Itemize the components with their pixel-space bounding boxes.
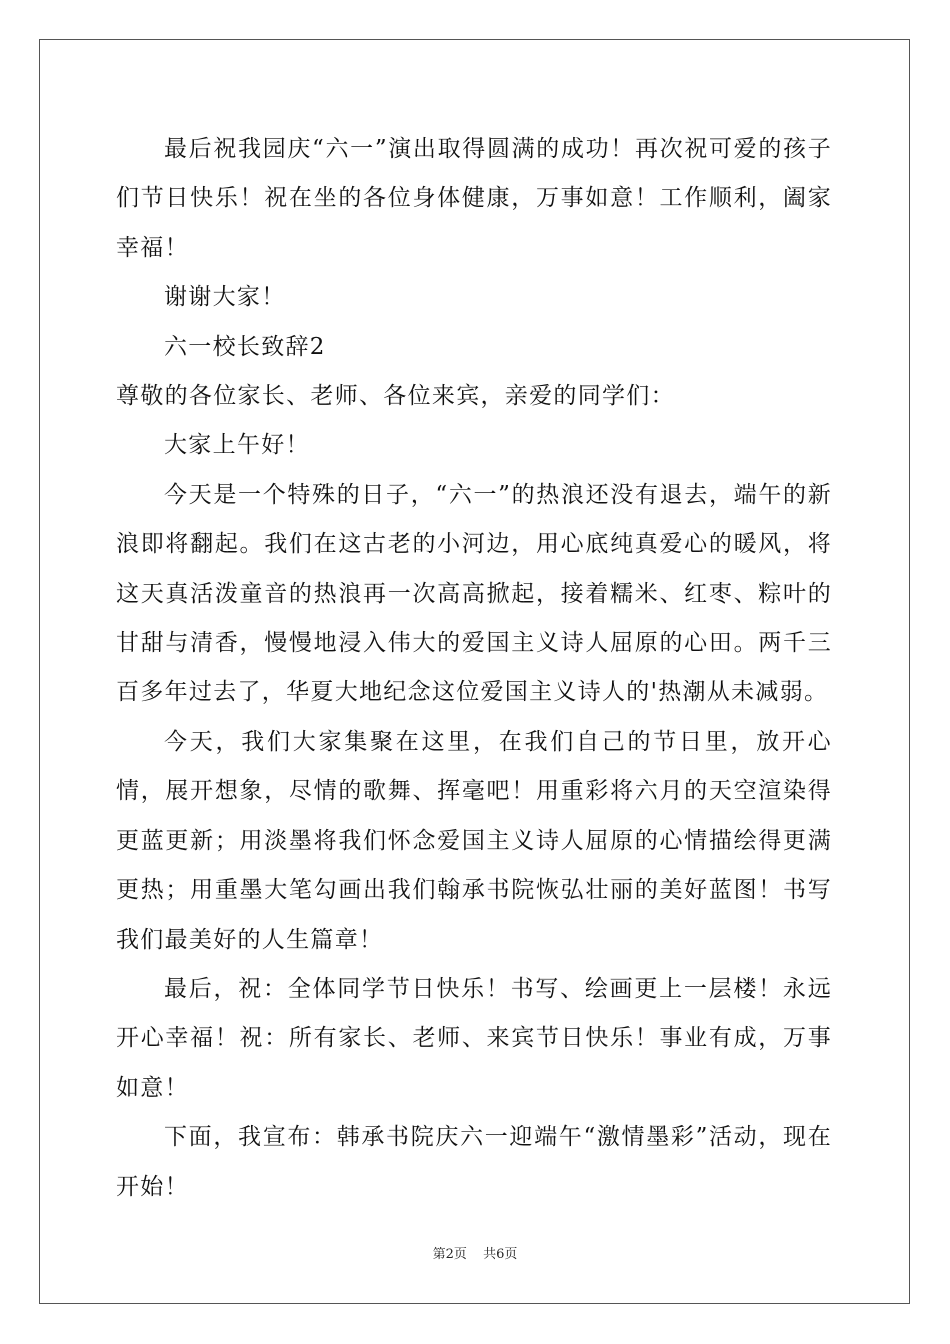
greeting: 大家上午好！ <box>164 432 310 459</box>
section-title: 六一校长致辞2 <box>164 333 326 360</box>
salutation: 尊敬的各位家长、老师、各位来宾，亲爱的同学们： <box>116 383 675 410</box>
paragraph: 今天，我们大家集聚在这里，在我们自己的节日里，放开心情，展开想象，尽情的歌舞、挥毫吧！用重彩将六月的天空渲染得更蓝更新；用淡墨将我们怀念爱国主义诗人屈原的心情描绘得更满更热；用重墨大笔勾画出我们翰承书院恢弘壮丽的美好蓝图！书写我们最美好的人生篇章！ <box>116 728 832 953</box>
paragraph: 最后，祝：全体同学节日快乐！书写、绘画更上一层楼！永远开心幸福！祝：所有家长、老师、来宾节日快乐！事业有成，万事如意！ <box>116 975 832 1101</box>
paragraph: 今天是一个特殊的日子，“六一”的热浪还没有退去，端午的新浪即将翻起。我们在这古老的小河边，用心底纯真爱心的暖风，将这天真活泼童音的热浪再一次高高掀起，接着糯米、红枣、粽叶的甘甜与清香，慢慢地浸入伟大的爱国主义诗人屈原的心田。两千三百多年过去了，华夏大地纪念这位爱国主义诗人的'热潮从未减弱。 <box>116 481 832 706</box>
paragraph: 下面，我宣布：韩承书院庆六一迎端午“激情墨彩”活动，现在开始！ <box>116 1124 832 1200</box>
paragraph: 最后祝我园庆“六一”演出取得圆满的成功！再次祝可爱的孩子们节日快乐！祝在坐的各位身体健康，万事如意！工作顺利，阖家幸福！ <box>116 136 832 261</box>
page-number: 第2页 <box>432 1247 467 1262</box>
document-body <box>116 125 832 1212</box>
paragraph: 谢谢大家！ <box>164 284 286 311</box>
page-footer <box>0 1245 950 1265</box>
page-total: 共6页 <box>483 1247 518 1262</box>
